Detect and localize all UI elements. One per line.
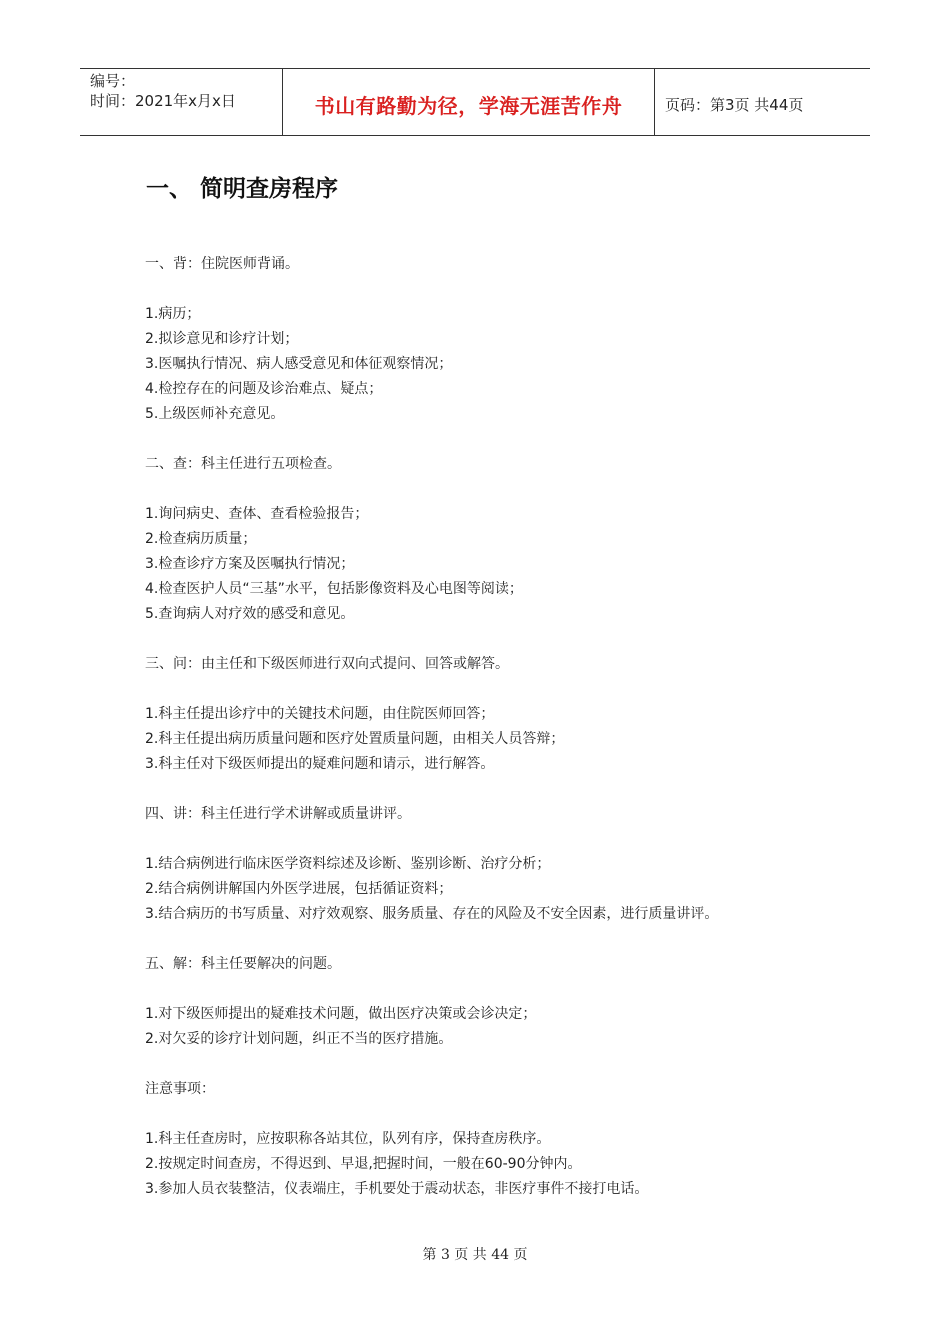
page-footer: 第 3 页 共 44 页	[422, 1247, 528, 1263]
list-item: 1.科主任提出诊疗中的关键技术问题，由住院医师回答；	[145, 706, 495, 722]
list-item: 3.医嘱执行情况、病人感受意见和体征观察情况；	[145, 356, 453, 372]
list-item: 2.结合病例讲解国内外医学进展，包括循证资料；	[145, 881, 453, 897]
list-item: 1.科主任查房时，应按职称各站其位，队列有序，保持查房秩序。	[145, 1131, 551, 1147]
list-item: 5.查询病人对疗效的感受和意见。	[145, 606, 355, 622]
section-heading: 五、解：科主任要解决的问题。	[145, 956, 341, 972]
list-item: 5.上级医师补充意见。	[145, 406, 285, 422]
section-heading: 一、背：住院医师背诵。	[145, 256, 299, 272]
list-item: 3.结合病历的书写质量、对疗效观察、服务质量、存在的风险及不安全因素，进行质量讲评。	[145, 906, 719, 922]
document-date-label: 时间：2021年x月x日	[90, 92, 236, 110]
list-item: 1.对下级医师提出的疑难技术问题，做出医疗决策或会诊决定；	[145, 1006, 537, 1022]
list-item: 4.检查医护人员“三基”水平，包括影像资料及心电图等阅读；	[145, 581, 523, 597]
section-heading: 注意事项：	[145, 1081, 215, 1097]
list-item: 4.检控存在的问题及诊治难点、疑点；	[145, 381, 383, 397]
header-motto: 书山有路勤为径，学海无涯苦作舟	[283, 69, 655, 135]
document-title: 一、 简明查房程序	[146, 176, 339, 202]
document-number-label: 编号：	[90, 72, 136, 90]
list-item: 2.检查病历质量；	[145, 531, 257, 547]
list-item: 2.按规定时间查房，不得迟到、早退,把握时间，一般在60-90分钟内。	[145, 1156, 582, 1172]
section-heading: 三、问：由主任和下级医师进行双向式提问、回答或解答。	[145, 656, 509, 672]
list-item: 3.科主任对下级医师提出的疑难问题和请示，进行解答。	[145, 756, 495, 772]
section-heading: 四、讲：科主任进行学术讲解或质量讲评。	[145, 806, 411, 822]
section-heading: 二、查：科主任进行五项检查。	[145, 456, 341, 472]
list-item: 3.检查诊疗方案及医嘱执行情况；	[145, 556, 355, 572]
list-item: 2.拟诊意见和诊疗计划；	[145, 331, 299, 347]
list-item: 1.病历；	[145, 306, 201, 322]
list-item: 2.对欠妥的诊疗计划问题，纠正不当的医疗措施。	[145, 1031, 453, 1047]
page-header	[80, 68, 870, 136]
list-item: 3.参加人员衣装整洁，仪表端庄，手机要处于震动状态，非医疗事件不接打电话。	[145, 1181, 649, 1197]
header-meta	[80, 69, 283, 135]
list-item: 2.科主任提出病历质量问题和医疗处置质量问题，由相关人员答辩；	[145, 731, 565, 747]
list-item: 1.询问病史、查体、查看检验报告；	[145, 506, 369, 522]
document-body	[145, 252, 813, 1202]
list-item: 1.结合病例进行临床医学资料综述及诊断、鉴别诊断、治疗分析；	[145, 856, 551, 872]
header-page-info: 页码：第3页 共44页	[665, 95, 804, 114]
